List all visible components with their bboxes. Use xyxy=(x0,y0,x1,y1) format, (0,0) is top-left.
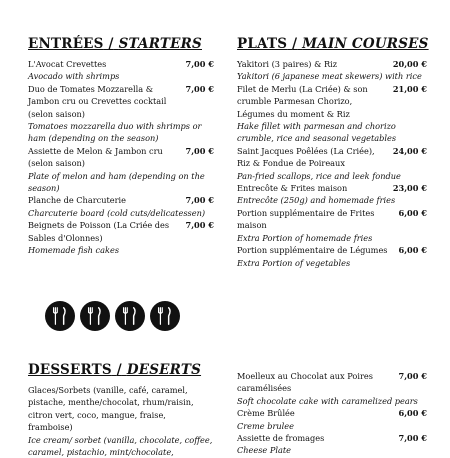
menu-item-row xyxy=(28,384,214,434)
decor-icons-row xyxy=(45,301,180,331)
menu-item xyxy=(237,207,427,244)
menu-item-row xyxy=(237,407,427,419)
menu-item-price: 21,00 € xyxy=(392,83,427,94)
menu-item-translation: Ice cream/ sorbet (vanilla, chocolate, coffee, caramel, pistachio, mint/chocolate, xyxy=(28,434,213,458)
menu-item-translation: Homemade fish cakes xyxy=(28,245,120,256)
menu-item xyxy=(237,182,427,207)
menu-item-translation: Pan-fried scallops, rice and leek fondue xyxy=(237,170,401,181)
starters-heading-en: STARTERS xyxy=(118,36,202,52)
main-courses-list xyxy=(237,58,427,269)
menu-item-price: 7,00 € xyxy=(185,220,214,231)
menu-item-translation: Soft chocolate cake with caramelized pears xyxy=(237,395,418,406)
menu-item-name: Saint Jacques Poêlées (La Criée), Riz & Fondue de Poireaux xyxy=(237,145,375,169)
menu-item-name: Filet de Merlu (La Criée) & son crumble Parmesan Chorizo, Légumes du moment & Riz xyxy=(237,83,368,119)
menu-item-row xyxy=(28,58,214,70)
menu-item-name: Crème Brûlée xyxy=(237,408,295,419)
menu-item-price: 7,00 € xyxy=(185,59,214,69)
menu-item-price: 7,00 € xyxy=(185,195,214,206)
menu-item-name: Planche de Charcuterie xyxy=(28,195,126,206)
menu-item-translation: Avocado with shrimps xyxy=(28,71,120,82)
menu-item xyxy=(237,244,427,269)
fork-knife-icon xyxy=(80,301,110,331)
menu-item-price: 23,00 € xyxy=(392,183,427,194)
menu-item-translation: Extra Portion of vegetables xyxy=(237,257,351,268)
menu-item-row xyxy=(28,194,214,206)
main-courses-heading xyxy=(237,36,427,52)
heading-separator: / xyxy=(108,36,114,52)
menu-item-translation: Entrecôte (250g) and homemade fries xyxy=(237,195,396,206)
menu-item-row xyxy=(28,83,214,120)
main-courses-heading-fr: PLATS xyxy=(237,36,288,52)
menu-item-row xyxy=(237,83,427,120)
menu-item xyxy=(237,58,427,83)
menu-item-name: Duo de Tomates Mozzarella & Jambon cru ou Crevettes cocktail (selon saison) xyxy=(28,83,167,119)
menu-item-translation: Extra Portion of homemade fries xyxy=(237,232,373,243)
menu-item-row xyxy=(237,145,427,170)
desserts-heading-en: DESERTS xyxy=(126,362,202,378)
menu-item-translation: Charcuterie board (cold cuts/delicatessen) xyxy=(28,207,206,218)
menu-item-translation: Plate of melon and ham (depending on the season) xyxy=(28,170,205,194)
desserts-section xyxy=(28,362,214,458)
desserts-heading xyxy=(28,362,214,378)
menu-item-name: Yakitori (3 paires) & Riz xyxy=(237,59,338,69)
fork-knife-icon xyxy=(115,301,145,331)
menu-item xyxy=(237,370,427,407)
menu-item-translation: Hake fillet with parmesan and chorizo crumble, rice and seasonal vegetables xyxy=(237,121,397,144)
menu-item-name: Assiette de fromages xyxy=(237,433,325,444)
desserts-list xyxy=(28,384,214,458)
menu-item-row xyxy=(237,244,427,256)
menu-item-translation: Yakitori (6 japanese meat skewers) with rice xyxy=(237,71,422,82)
menu-item-name: Moelleux au Chocolat aux Poires caramélisées xyxy=(237,371,373,394)
fork-knife-icon xyxy=(150,301,180,331)
menu-item-price: 20,00 € xyxy=(392,59,427,69)
menu-item xyxy=(237,407,427,432)
menu-item-row xyxy=(237,432,427,444)
menu-item-row xyxy=(237,58,427,70)
menu-item-price: 6,00 € xyxy=(398,245,427,256)
menu-item-translation: Cheese Plate xyxy=(237,445,292,456)
menu-item xyxy=(237,432,427,457)
heading-separator: / xyxy=(292,36,298,52)
menu-item-price: 7,00 € xyxy=(398,371,427,381)
menu-item xyxy=(237,145,427,182)
fork-knife-icon xyxy=(45,301,75,331)
starters-list xyxy=(28,58,214,257)
starters-heading xyxy=(28,36,214,52)
menu-item-name: Portion supplémentaire de Légumes xyxy=(237,245,388,256)
menu-item xyxy=(28,194,214,219)
heading-separator: / xyxy=(116,362,122,378)
menu-item-name: L'Avocat Crevettes xyxy=(28,59,107,69)
menu-item-price: 6,00 € xyxy=(398,408,427,419)
menu-item xyxy=(237,83,427,145)
menu-item-translation: Creme brulee xyxy=(237,420,294,431)
starters-section xyxy=(28,36,214,257)
menu-item-name: Glaces/Sorbets (vanille, café, caramel, pistache, menthe/chocolat, rhum/raisin, citron vert, coco, mangue, fraise, framboise) xyxy=(28,385,194,433)
menu-item-price: 7,00 € xyxy=(185,83,214,94)
menu-item-row xyxy=(237,207,427,232)
menu-item-name: Portion supplémentaire de Frites maison xyxy=(237,207,375,231)
desserts-right-section xyxy=(237,370,427,457)
menu-item-row xyxy=(28,145,214,170)
menu-item-price: 6,00 € xyxy=(398,207,427,218)
menu-item xyxy=(28,219,214,256)
menu-item-price: 7,00 € xyxy=(185,145,214,156)
menu-item-row xyxy=(237,182,427,194)
desserts-heading-fr: DESSERTS xyxy=(28,362,112,378)
menu-item-row xyxy=(28,219,214,244)
menu-item-name: Assiette de Melon & Jambon cru (selon saison) xyxy=(28,145,163,169)
starters-heading-fr: ENTRÉES xyxy=(28,36,104,52)
menu-item xyxy=(28,58,214,83)
desserts-right-list xyxy=(237,370,427,457)
menu-item-price: 7,00 € xyxy=(398,433,427,444)
main-courses-heading-en: MAIN COURSES xyxy=(302,36,429,52)
main-courses-section xyxy=(237,36,427,269)
menu-item xyxy=(28,384,214,458)
menu-item-row xyxy=(237,370,427,395)
menu-item-name: Entrecôte & Frites maison xyxy=(237,183,348,194)
menu-item xyxy=(28,83,214,145)
menu-item-price: 24,00 € xyxy=(392,145,427,156)
menu-item xyxy=(28,145,214,195)
menu-item-name: Beignets de Poisson (La Criée des Sables d'Olonnes) xyxy=(28,220,170,243)
menu-item-translation: Tomatoes mozzarella duo with shrimps or ham (depending on the season) xyxy=(28,121,202,144)
